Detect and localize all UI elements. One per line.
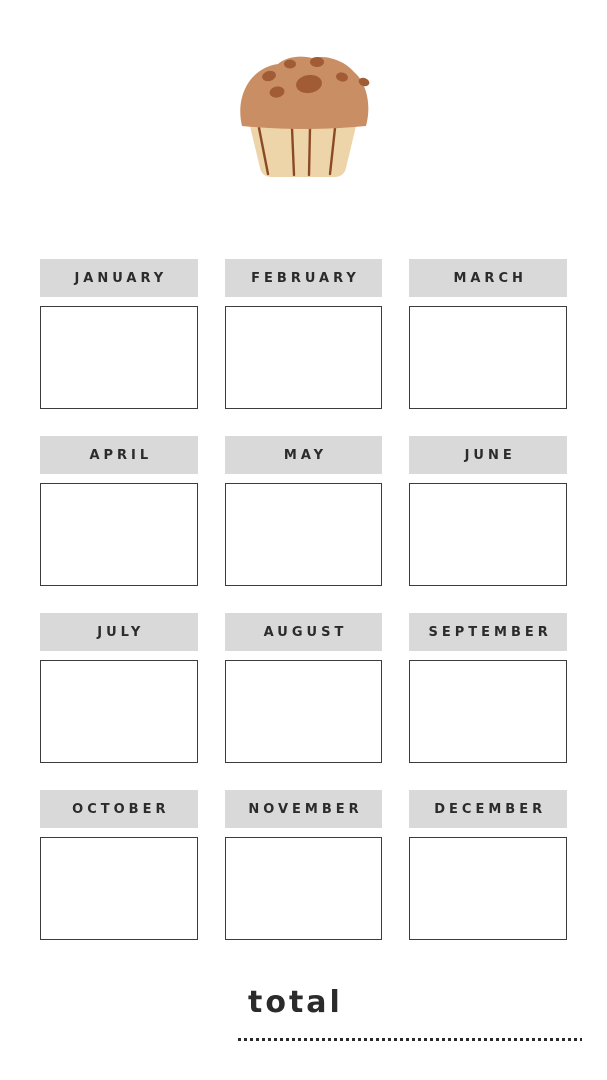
month-cell-february [225,259,383,409]
month-label-october: OCTOBER [40,790,198,828]
month-cell-december [409,790,567,940]
month-label-june: JUNE [409,436,567,474]
month-entry-box-january[interactable] [40,306,198,409]
month-cell-november [225,790,383,940]
month-label-november: NOVEMBER [225,790,383,828]
total-fill-in-line[interactable] [238,1038,582,1041]
month-label-may: MAY [225,436,383,474]
muffin-illustration [234,56,374,182]
month-label-september: SEPTEMBER [409,613,567,651]
month-cell-october [40,790,198,940]
month-cell-january [40,259,198,409]
month-label-july: JULY [40,613,198,651]
muffin-cup-line [309,128,310,175]
month-cell-april [40,436,198,586]
total-label: total [248,985,343,1020]
month-entry-box-september[interactable] [409,660,567,763]
months-grid [40,259,567,940]
month-entry-box-august[interactable] [225,660,383,763]
month-label-august: AUGUST [225,613,383,651]
month-cell-july [40,613,198,763]
month-cell-june [409,436,567,586]
month-entry-box-april[interactable] [40,483,198,586]
muffin-chip [310,57,324,67]
month-entry-box-june[interactable] [409,483,567,586]
month-cell-september [409,613,567,763]
muffin-icon [234,56,374,182]
month-entry-box-december[interactable] [409,837,567,940]
muffin-cup [249,122,357,177]
month-entry-box-february[interactable] [225,306,383,409]
month-cell-may [225,436,383,586]
month-label-march: MARCH [409,259,567,297]
muffin-chip [284,60,296,69]
month-entry-box-october[interactable] [40,837,198,940]
month-entry-box-july[interactable] [40,660,198,763]
month-label-april: APRIL [40,436,198,474]
month-label-february: FEBRUARY [225,259,383,297]
month-cell-august [225,613,383,763]
month-label-december: DECEMBER [409,790,567,828]
month-label-january: JANUARY [40,259,198,297]
month-entry-box-may[interactable] [225,483,383,586]
muffin-top [240,57,368,129]
month-entry-box-march[interactable] [409,306,567,409]
month-cell-march [409,259,567,409]
month-entry-box-november[interactable] [225,837,383,940]
